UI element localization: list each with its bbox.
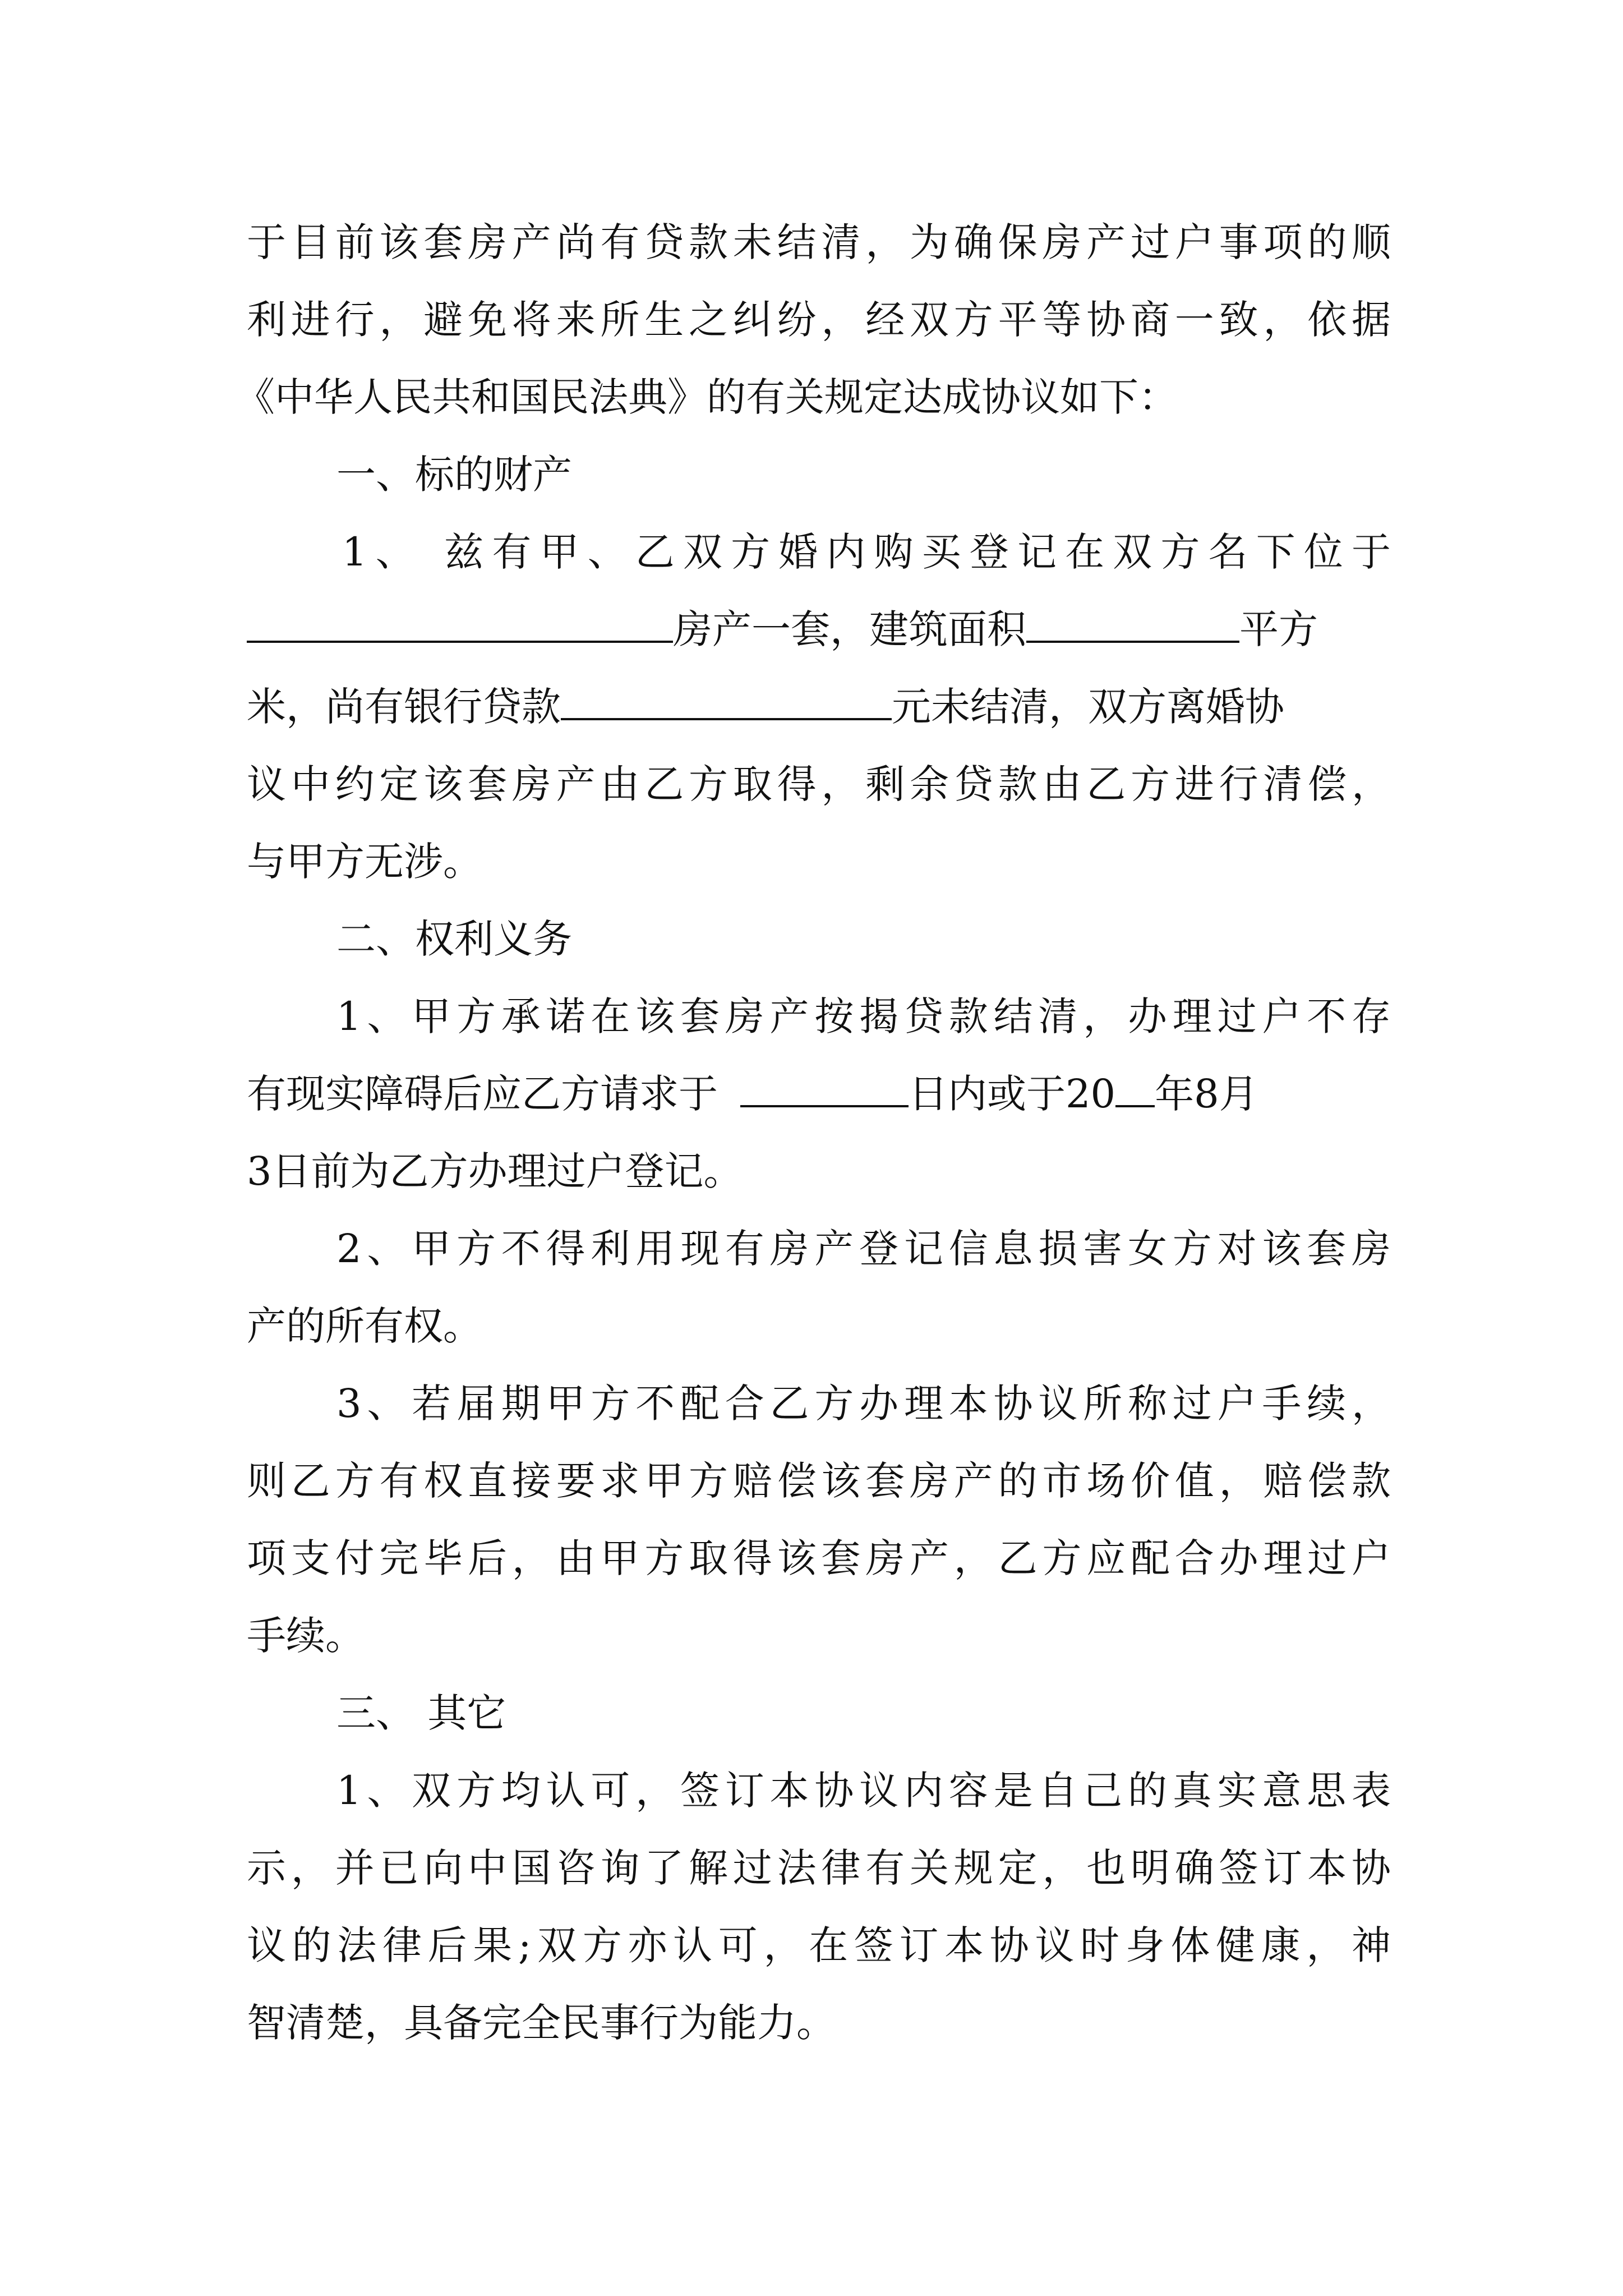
fill-blank (740, 1066, 909, 1107)
paragraph-line: 利进行，避免将来所生之纠纷，经双方平等协商一致，依据 (247, 297, 1391, 343)
fill-blank (561, 679, 892, 720)
line-segment: 元未结清，双方离婚协 (892, 684, 1284, 730)
paragraph-line: 于目前该套房产尚有贷款未结清，为确保房产过户事项的顺 (247, 219, 1391, 265)
paragraph-line: 示，并已向中国咨询了解过法律有关规定，也明确签订本协 (247, 1845, 1391, 1891)
paragraph-line: 智清楚，具备完全民事行为能力。 (247, 2000, 836, 2046)
paragraph-line (247, 596, 1391, 663)
line-segment: 米，尚有银行贷款 (247, 684, 561, 730)
paragraph-line: 《中华人民共和国民法典》的有关规定达成协议如下： (236, 374, 1178, 420)
section-heading: 三、 其它 (336, 1690, 506, 1736)
fill-blank (1115, 1066, 1155, 1107)
paragraph-line: 3、若届期甲方不配合乙方办理本协议所称过户手续， (336, 1381, 1391, 1427)
paragraph-line: 2、甲方不得利用现有房产登记信息损害女方对该套房 (336, 1226, 1391, 1272)
line-segment: 年8月 (1155, 1071, 1258, 1117)
section-heading: 二、权利义务 (336, 916, 572, 962)
paragraph-line: 产的所有权。 (247, 1303, 482, 1349)
paragraph-line: 手续。 (247, 1613, 365, 1659)
section-heading: 一、标的财产 (336, 452, 572, 498)
paragraph-line: 1、 兹有甲、乙双方婚内购买登记在双方名下位于 (342, 529, 1391, 575)
line-segment: 房产一套，建筑面积 (673, 606, 1026, 652)
fill-blank (247, 601, 673, 643)
line-segment: 平方 (1239, 606, 1318, 652)
line-segment: 有现实障碍后应乙方请求于 (247, 1071, 718, 1117)
paragraph-line: 3日前为乙方办理过户登记。 (247, 1148, 743, 1194)
paragraph-line: 议中约定该套房产由乙方取得，剩余贷款由乙方进行清偿， (247, 761, 1391, 807)
paragraph-line: 1、甲方承诺在该套房产按揭贷款结清，办理过户不存 (336, 993, 1391, 1039)
fill-blank (1026, 601, 1239, 643)
paragraph-line: 议的法律后果;双方亦认可，在签订本协议时身体健康，神 (247, 1922, 1391, 1968)
paragraph-line (247, 673, 1391, 740)
paragraph-line: 1、双方均认可，签订本协议内容是自己的真实意思表 (336, 1768, 1391, 1814)
paragraph-line: 则乙方有权直接要求甲方赔偿该套房产的市场价值，赔偿款 (247, 1458, 1391, 1504)
paragraph-line: 与甲方无涉。 (247, 839, 482, 885)
line-segment: 日内或于20 (909, 1071, 1116, 1117)
paragraph-line (247, 1060, 1391, 1128)
paragraph-line: 项支付完毕后，由甲方取得该套房产，乙方应配合办理过户 (247, 1535, 1391, 1581)
